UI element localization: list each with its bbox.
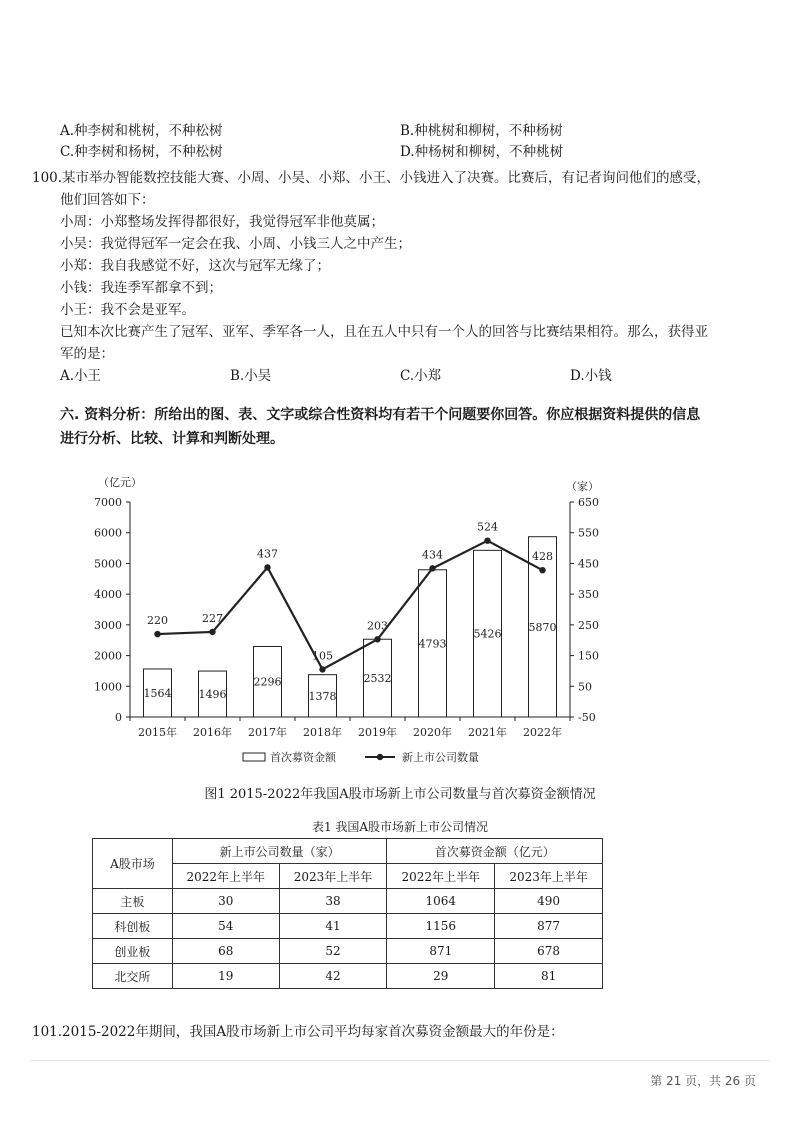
legend-line-label: 新上市公司数量	[402, 751, 479, 764]
left-tick-label: 3000	[94, 618, 122, 632]
q100-stem-line2: 他们回答如下：	[60, 192, 155, 208]
table-cell: 38	[279, 889, 387, 914]
legend-bar-swatch	[243, 753, 265, 761]
table-row	[93, 964, 603, 989]
table-cell: 29	[387, 964, 495, 989]
left-axis-unit: （亿元）	[98, 476, 142, 489]
section-heading-line2: 进行分析、比较、计算和判断处理。	[60, 431, 284, 447]
left-tick-label: 7000	[94, 496, 122, 509]
line-point	[539, 567, 545, 573]
line-value-label: 524	[477, 520, 498, 534]
line-point	[319, 666, 325, 672]
x-tick-label: 2021年	[468, 726, 507, 739]
table-cell: 871	[387, 939, 495, 964]
line-value-label: 227	[202, 611, 223, 625]
q100-option-a: A.小王	[60, 368, 102, 384]
x-tick-label: 2019年	[358, 726, 397, 739]
table-cell: 81	[495, 964, 603, 989]
q100-option-d: D.小钱	[570, 368, 612, 384]
table-row	[93, 889, 603, 914]
data-table	[92, 838, 603, 989]
left-tick-label: 1000	[94, 680, 122, 694]
q99-option-b: B.种桃树和柳树，不种杨树	[400, 123, 563, 139]
table-row-label: 主板	[93, 889, 173, 914]
x-tick-label: 2016年	[193, 726, 232, 739]
right-tick-label: 450	[578, 557, 599, 571]
table-cell: 1064	[387, 889, 495, 914]
line-point	[264, 564, 270, 570]
line-value-label: 203	[367, 619, 388, 633]
right-tick-label: 350	[578, 588, 599, 602]
right-axis-unit: （家）	[566, 480, 599, 493]
right-tick-label: -50	[578, 711, 596, 724]
legend-bar-label: 首次募资金额	[270, 751, 336, 764]
table-cell: 42	[279, 964, 387, 989]
table-row-header: A股市场	[93, 839, 173, 889]
q100-condition-line1: 已知本次比赛产生了冠军、亚军、季军各一人，且在五人中只有一个人的回答与比赛结果相符。那么，获得亚	[60, 324, 708, 340]
table-title: 表1 我国A股市场新上市公司情况	[311, 820, 489, 834]
q100-option-b: B.小吴	[230, 368, 272, 384]
q100-answer-zhou: 小周：小郑整场发挥得都很好，我觉得冠军非他莫属；	[60, 214, 384, 230]
line-value-label: 437	[257, 547, 278, 561]
line-point	[154, 631, 160, 637]
line-point	[374, 636, 380, 642]
q99-option-a: A.种李树和桃树，不种松树	[60, 123, 223, 139]
bar-value-label: 4793	[418, 637, 447, 651]
table-cell: 52	[279, 939, 387, 964]
bar-value-label: 1564	[143, 686, 172, 700]
table-row	[93, 914, 603, 939]
bar-value-label: 1496	[198, 688, 227, 702]
line-point	[484, 538, 490, 544]
left-tick-label: 5000	[94, 557, 122, 571]
right-tick-label: 550	[578, 526, 599, 540]
q100-answer-qian: 小钱：我连季军都拿不到；	[60, 280, 222, 296]
combo-chart	[0, 470, 800, 770]
table-cell: 68	[172, 939, 279, 964]
footer-divider	[30, 1060, 770, 1061]
table-group-count: 新上市公司数量（家）	[172, 839, 387, 864]
q100-answer-zheng: 小郑：我自我感觉不好，这次与冠军无缘了；	[60, 258, 330, 274]
bar-value-label: 2532	[363, 672, 392, 686]
table-cell: 877	[495, 914, 603, 939]
line-value-label: 220	[147, 614, 168, 628]
q101-stem: 101.2015-2022年期间，我国A股市场新上市公司平均每家首次募资金额最大的年份是：	[32, 1024, 564, 1040]
table-subheader: 2023年上半年	[495, 864, 603, 889]
bar-value-label: 5870	[528, 620, 557, 634]
q100-condition-line2: 军的是：	[60, 346, 114, 362]
table-cell: 1156	[387, 914, 495, 939]
line-value-label: 434	[422, 548, 443, 562]
bar-value-label: 1378	[308, 689, 337, 703]
left-tick-label: 4000	[94, 588, 122, 602]
x-tick-label: 2018年	[303, 726, 342, 739]
line-value-label: 105	[312, 649, 333, 663]
bar-value-label: 5426	[473, 627, 502, 641]
left-tick-label: 2000	[94, 649, 122, 663]
legend-line-marker	[377, 754, 383, 760]
table-cell: 54	[172, 914, 279, 939]
table-cell: 678	[495, 939, 603, 964]
line-value-label: 428	[532, 550, 553, 564]
right-tick-label: 650	[578, 496, 599, 509]
bar-value-label: 2296	[253, 675, 282, 689]
page-number: 第 21 页，共 26 页	[650, 1074, 756, 1088]
right-tick-label: 250	[578, 618, 599, 632]
table-cell: 19	[172, 964, 279, 989]
left-tick-label: 6000	[94, 526, 122, 540]
table-row-label: 北交所	[93, 964, 173, 989]
section-heading-line1: 六. 资料分析：所给出的图、表、文字或综合性资料均有若干个问题要你回答。你应根据资料提供的信息	[60, 407, 701, 423]
table-subheader: 2022年上半年	[172, 864, 279, 889]
x-tick-label: 2022年	[523, 726, 562, 739]
line-point	[429, 565, 435, 571]
left-tick-label: 0	[115, 711, 122, 724]
q100-stem-line1: 100.某市举办智能数控技能大赛、小周、小吴、小郑、小王、小钱进入了决赛。比赛后，有记者询问他们的感受，	[32, 170, 711, 186]
q99-option-c: C.种李树和杨树，不种松树	[60, 144, 223, 160]
x-tick-label: 2017年	[248, 726, 287, 739]
q100-answer-wu: 小吴：我觉得冠军一定会在我、小周、小钱三人之中产生；	[60, 236, 411, 252]
q100-option-c: C.小郑	[400, 368, 442, 384]
table-cell: 30	[172, 889, 279, 914]
table-subheader: 2022年上半年	[387, 864, 495, 889]
x-tick-label: 2020年	[413, 726, 452, 739]
table-row-label: 科创板	[93, 914, 173, 939]
table-row	[93, 939, 603, 964]
x-tick-label: 2015年	[138, 726, 177, 739]
table-cell: 41	[279, 914, 387, 939]
q99-option-d: D.种杨树和柳树，不种桃树	[400, 144, 564, 160]
table-group-amount: 首次募资金额（亿元）	[387, 839, 603, 864]
table-cell: 490	[495, 889, 603, 914]
right-tick-label: 150	[578, 649, 599, 663]
table-subheader: 2023年上半年	[279, 864, 387, 889]
right-tick-label: 50	[578, 680, 592, 694]
q100-answer-wang: 小王：我不会是亚军。	[60, 302, 195, 318]
table-row-label: 创业板	[93, 939, 173, 964]
chart-title: 图1 2015-2022年我国A股市场新上市公司数量与首次募资金额情况	[204, 787, 596, 802]
line-point	[209, 629, 215, 635]
